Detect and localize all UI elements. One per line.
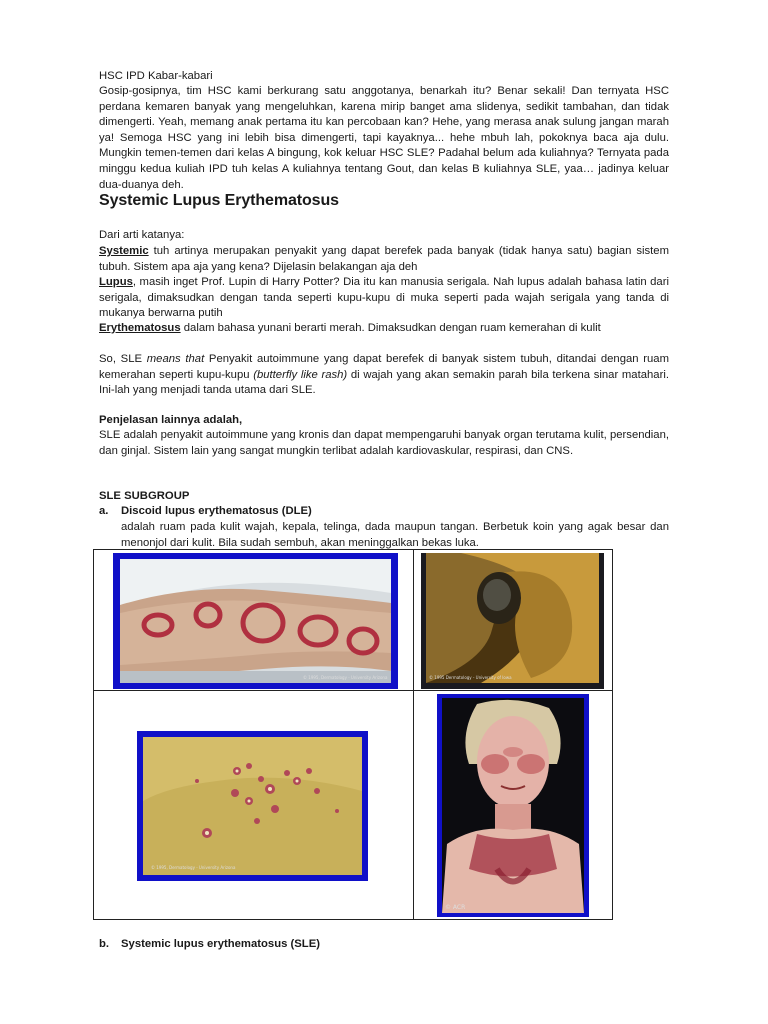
ear-lesion-photo	[421, 553, 604, 689]
so-mid: Penyakit autoimmune yang dapat berefek di banyak sistem tubuh, ditandai dengan ruam kemerahan seperti kupu-kupu	[99, 353, 669, 381]
term-erythematosus: Erythematosus	[99, 322, 181, 334]
definition-systemic-text: tuh artinya merupakan penyakit yang dapat berefek pada banyak (tidak hanya satu) bagian sistem tubuh. Sistem apa aja yang kena? Dijelasin belakangan aja deh	[99, 245, 669, 273]
header-label: HSC IPD Kabar-kabari	[99, 70, 213, 82]
definition-erythematosus	[99, 321, 669, 337]
definition-systemic	[99, 244, 669, 275]
subgroup-a-title: Discoid lupus erythematosus (DLE)	[121, 505, 312, 517]
definition-lupus	[99, 275, 669, 322]
subgroup-heading: SLE SUBGROUP	[99, 490, 190, 502]
table-divider-vertical	[413, 549, 414, 920]
subgroup-b-marker: b.	[99, 938, 110, 950]
subgroup-a-text: adalah ruam pada kulit wajah, kepala, telinga, dada maupun tangan. Berbetuk koin yang agak besar dan menonjol dari kulit. Bila sudah sembuh, akan meninggalkan bekas luka.	[121, 521, 669, 549]
intro-paragraph: Gosip-gosipnya, tim HSC kami berkurang satu anggotanya, benarkah itu? Benar sekali! Dan ternyata HSC perdana kemaren banyak yang mengeluhkan, karena mirip banget ama slidenya, sedikit tambahan, dan tidak dimengerti. Yeah, memang anak pertama itu kan percobaan kan? Hehe, yang merasa anak sulung jangan marah ya! Semoga HSC yang ini lebih bisa dimengerti, tapi kayaknya... hehe mbuh lah, pokoknya baca aja dulu. Mungkin temen-temen dari kelas A bingung, kok keluar HSC SLE? Padahal belum ada kuliahnya? Ternyata pada minggu kedua kuliah IPD tuh kelas A kuliahnya tentang Gout, dan kelas B kuliahnya SLE, yaa… jadinya keluar dua-duanya deh.	[99, 85, 669, 191]
subgroup-b-title: Systemic lupus erythematosus (SLE)	[121, 938, 321, 950]
definition-lupus-text: , masih inget Prof. Lupin di Harry Potter? Dia itu kan manusia serigala. Nah lupus adalah bahasa latin dari serigala, dimaksudkan dengan tanda seperti kupu-kupu di muka seperti pada wajah serigala yang tanda di mukanya berwarna putih	[99, 276, 669, 320]
back-lesion-photo	[137, 731, 368, 881]
definitions-heading: Dari arti katanya:	[99, 229, 185, 241]
table-divider-horizontal	[93, 690, 613, 691]
face-photo-caption: © ACR	[445, 904, 466, 911]
definition-erythematosus-text: dalam bahasa yunani berarti merah. Dimaksudkan dengan ruam kemerahan di kulit	[180, 322, 601, 334]
penjelasan-text: SLE adalah penyakit autoimmune yang kronis dan dapat mempengaruhi banyak organ terutama kulit, persendian, dan ginjal. Sistem lain yang sangat mungkin terlibat adalah kardiovaskular, respirasi, dan CNS.	[99, 429, 669, 457]
so-paragraph	[99, 352, 669, 399]
subgroup-a-marker: a.	[99, 505, 109, 517]
page-title: Systemic Lupus Erythematosus	[99, 192, 339, 209]
arm-lesion-photo	[113, 553, 398, 689]
back-photo-caption: © 1995, Dermatology - University Arizona	[151, 865, 236, 870]
so-post: di wajah yang akan semakin parah bila terkena sinar matahari. Ini-lah yang menjadi tanda utama dari SLE.	[99, 368, 669, 397]
term-lupus: Lupus	[99, 276, 133, 288]
penjelasan-heading: Penjelasan lainnya adalah,	[99, 414, 243, 426]
term-systemic: Systemic	[99, 245, 149, 257]
arm-photo-caption: © 1995, Dermatology - University Arizona	[303, 675, 388, 680]
face-rash-photo	[437, 694, 589, 917]
so-rash: (butterfly like rash)	[253, 368, 348, 381]
so-pre: So, SLE	[99, 353, 147, 365]
so-means: means that	[146, 353, 205, 365]
ear-photo-caption: © 1995 Dermatology - University of Iowa	[429, 675, 512, 680]
